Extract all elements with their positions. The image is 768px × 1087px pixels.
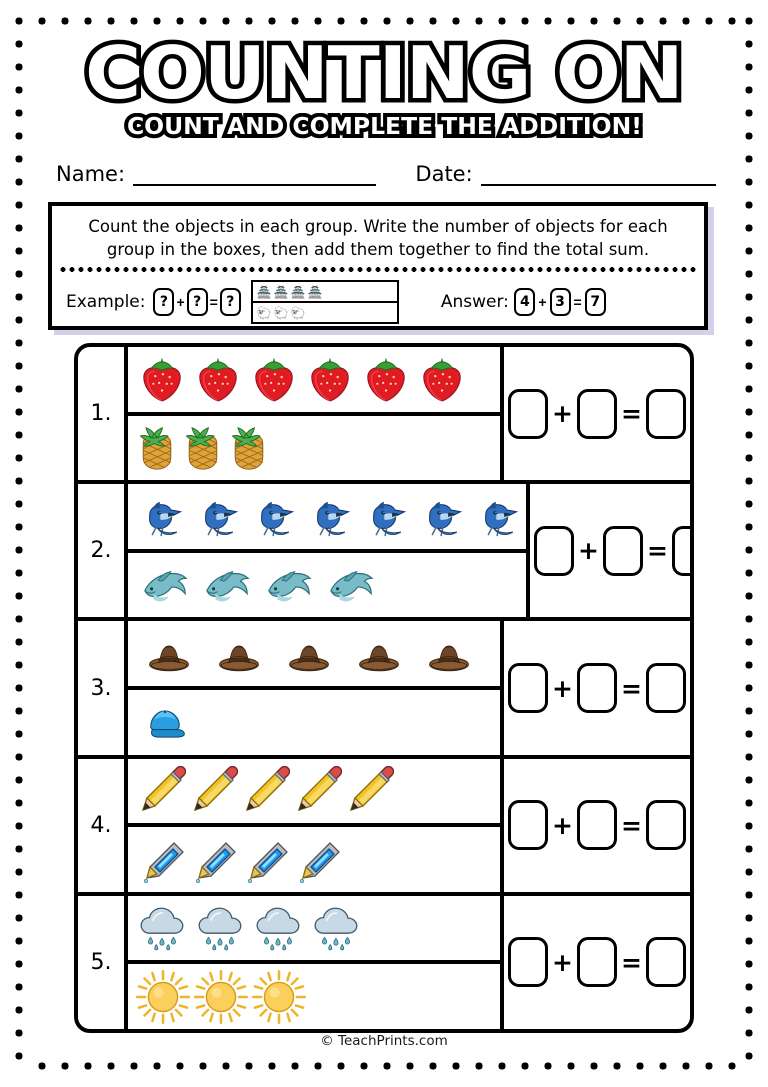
plus-sign: + xyxy=(538,294,547,310)
problem-row xyxy=(78,347,690,484)
sum-box[interactable] xyxy=(646,800,686,850)
instruction-line-1: Count the objects in each group. Write the number of objects for each xyxy=(88,217,668,236)
strawberry-icon xyxy=(134,355,190,403)
problem-number: 2. xyxy=(78,484,128,617)
addend2-box[interactable] xyxy=(577,937,617,987)
cowboy-hat-icon xyxy=(414,632,484,676)
instruction-panel xyxy=(48,202,708,330)
rain-cloud-icon xyxy=(192,902,250,954)
object-groups xyxy=(128,347,504,480)
blue-jay-icon xyxy=(302,495,358,539)
date-label: Date: xyxy=(415,162,473,186)
answer-equation xyxy=(530,484,694,617)
plus-sign: + xyxy=(552,673,573,703)
problems-table xyxy=(74,343,694,1033)
blue-jay-icon xyxy=(414,495,470,539)
addend2-box[interactable] xyxy=(577,663,617,713)
blue-jay-icon xyxy=(470,495,526,539)
sheep-icon: 🐑 xyxy=(256,305,272,320)
equals-sign: = xyxy=(647,536,668,566)
plus-sign: + xyxy=(176,294,185,310)
pencil-icon xyxy=(238,766,290,816)
answer-label: Answer: xyxy=(440,292,509,312)
page-border-left xyxy=(14,16,24,1071)
sum-box[interactable] xyxy=(646,663,686,713)
marker-icon xyxy=(186,835,238,885)
answer-sum-box: 7 xyxy=(585,288,606,316)
sum-box[interactable] xyxy=(646,937,686,987)
bottom-object-group xyxy=(128,416,500,481)
marker-icon xyxy=(238,835,290,885)
rain-cloud-icon xyxy=(250,902,308,954)
problem-number: 3. xyxy=(78,621,128,754)
object-groups xyxy=(128,621,504,754)
example-thumbnail-bottom-group xyxy=(253,301,397,322)
problem-row xyxy=(78,484,690,621)
marker-icon xyxy=(134,835,186,885)
page-border-bottom xyxy=(14,1061,754,1071)
rain-cloud-icon xyxy=(308,902,366,954)
swan-icon: 🏯 xyxy=(273,284,289,299)
addend1-box[interactable] xyxy=(508,937,548,987)
example-thumbnail-top-group xyxy=(253,282,397,301)
top-object-group xyxy=(128,621,500,690)
page-border-top xyxy=(14,16,754,26)
instruction-text xyxy=(52,206,704,261)
sun-icon xyxy=(134,969,192,1025)
answer-addend1-box: 4 xyxy=(514,288,535,316)
example-thumbnail xyxy=(251,280,399,324)
pineapple-icon xyxy=(226,420,272,476)
pencil-icon xyxy=(290,766,342,816)
plus-sign: + xyxy=(578,536,599,566)
answer-example xyxy=(441,288,607,316)
plus-sign: + xyxy=(552,810,573,840)
cowboy-hat-icon xyxy=(274,632,344,676)
equals-sign: = xyxy=(621,399,642,429)
swan-icon: 🏯 xyxy=(256,284,272,299)
top-object-group xyxy=(128,484,526,553)
addend1-box[interactable] xyxy=(508,800,548,850)
equals-sign: = xyxy=(621,673,642,703)
strawberry-icon xyxy=(246,355,302,403)
addend2-box[interactable] xyxy=(577,800,617,850)
page-border-right xyxy=(744,16,754,1071)
example-sum-box: ? xyxy=(220,288,241,316)
cowboy-hat-icon xyxy=(134,632,204,676)
page-subtitle: COUNT AND COMPLETE THE ADDITION! xyxy=(126,114,642,140)
object-groups xyxy=(128,759,504,892)
cowboy-hat-icon xyxy=(204,632,274,676)
addend1-box[interactable] xyxy=(508,663,548,713)
pineapple-icon xyxy=(180,420,226,476)
example-addend1-box: ? xyxy=(153,288,174,316)
problem-row xyxy=(78,759,690,896)
pencil-icon xyxy=(134,766,186,816)
top-object-group xyxy=(128,759,500,828)
object-groups xyxy=(128,484,530,617)
top-object-group xyxy=(128,347,500,416)
addend1-box[interactable] xyxy=(508,389,548,439)
equals-sign: = xyxy=(573,294,582,310)
swan-icon: 🏯 xyxy=(290,284,306,299)
footer-copyright: © TeachPrints.com xyxy=(320,1033,448,1049)
equals-sign: = xyxy=(621,810,642,840)
example-label: Example: xyxy=(66,292,146,312)
answer-addend2-box: 3 xyxy=(550,288,571,316)
dolphin-icon xyxy=(258,561,320,609)
strawberry-icon xyxy=(358,355,414,403)
dolphin-icon xyxy=(320,561,382,609)
sheep-icon: 🐑 xyxy=(273,305,289,320)
swan-icon: 🏯 xyxy=(307,284,323,299)
strawberry-icon xyxy=(190,355,246,403)
dolphin-icon xyxy=(134,561,196,609)
equals-sign: = xyxy=(209,294,218,310)
problem-number: 5. xyxy=(78,896,128,1029)
example-addend2-box: ? xyxy=(187,288,208,316)
name-label: Name: xyxy=(56,162,126,186)
top-object-group xyxy=(128,896,500,965)
problem-row xyxy=(78,621,690,758)
bottom-object-group xyxy=(128,964,500,1029)
problem-number: 1. xyxy=(78,347,128,480)
object-groups xyxy=(128,896,504,1029)
date-input[interactable] xyxy=(481,166,716,186)
example-row xyxy=(52,272,704,324)
marker-icon xyxy=(290,835,342,885)
sum-box[interactable] xyxy=(646,389,686,439)
bottom-object-group xyxy=(128,690,500,755)
bottom-object-group xyxy=(128,827,500,892)
sum-box[interactable] xyxy=(672,526,694,576)
sun-icon xyxy=(192,969,250,1025)
answer-equation xyxy=(504,896,690,1029)
pencil-icon xyxy=(186,766,238,816)
strawberry-icon xyxy=(302,355,358,403)
sun-icon xyxy=(250,969,308,1025)
addend2-box[interactable] xyxy=(577,389,617,439)
plus-sign: + xyxy=(552,399,573,429)
problem-number: 4. xyxy=(78,759,128,892)
instruction-line-2: group in the boxes, then add them together to find the total sum. xyxy=(106,240,650,259)
addend1-box[interactable] xyxy=(534,526,574,576)
pencil-icon xyxy=(342,766,394,816)
blue-jay-icon xyxy=(246,495,302,539)
sheep-icon: 🐑 xyxy=(290,305,306,320)
example-equation xyxy=(153,288,240,316)
pineapple-icon xyxy=(134,420,180,476)
baseball-cap-icon xyxy=(134,701,196,743)
equals-sign: = xyxy=(621,947,642,977)
addend2-box[interactable] xyxy=(603,526,643,576)
page-title: COUNTING ON xyxy=(85,31,683,115)
blue-jay-icon xyxy=(190,495,246,539)
rain-cloud-icon xyxy=(134,902,192,954)
problem-row xyxy=(78,896,690,1029)
answer-equation xyxy=(504,347,690,480)
blue-jay-icon xyxy=(358,495,414,539)
cowboy-hat-icon xyxy=(344,632,414,676)
name-input[interactable] xyxy=(133,166,376,186)
bottom-object-group xyxy=(128,553,526,618)
strawberry-icon xyxy=(414,355,470,403)
page-header xyxy=(0,31,768,140)
answer-equation xyxy=(504,759,690,892)
blue-jay-icon xyxy=(134,495,190,539)
answer-equation xyxy=(504,621,690,754)
plus-sign: + xyxy=(552,947,573,977)
name-date-row xyxy=(56,162,716,186)
dolphin-icon xyxy=(196,561,258,609)
